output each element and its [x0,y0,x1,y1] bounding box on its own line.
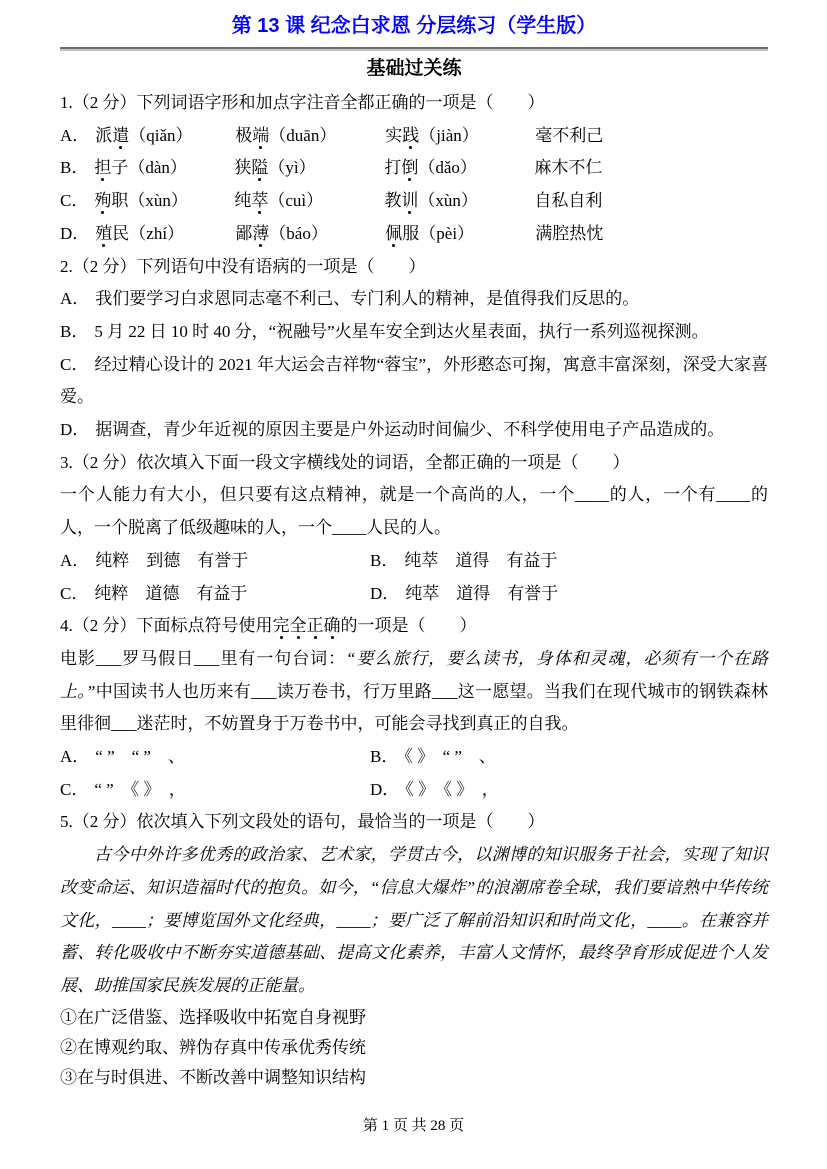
option-text: “ ” 《 》 ， [94,779,186,799]
option-label: C． [60,191,89,211]
q3-options-row-1 [60,545,768,578]
option-text: 纯粹 到德 有誉于 [95,550,249,570]
q4-options-row-1 [60,741,768,774]
option-item: 派遣（qiǎn） [95,125,193,145]
q5-choice-2: ②在博观约取、辨伪存真中传承优秀传统 [60,1037,366,1057]
option-item: 佩服（pèi） [385,223,475,243]
option-label: B． [60,158,89,178]
q4-passage [60,643,768,741]
option-label: A． [60,289,90,309]
option-item: 鄙薄（báo） [235,223,328,243]
q4-option-c [60,774,370,807]
q2-option-d [60,414,768,447]
q4-option-a [60,741,370,774]
q3-option-c [60,578,370,611]
option-text: 《 》 “ ” 、 [404,747,496,767]
q3-stem: 3.（2 分）依次填入下面一段文字横线处的词语，全都正确的一项是（ ） [60,452,630,472]
option-label: A． [60,747,90,767]
question-5 [60,806,768,1092]
option-item: 打倒（dǎo） [384,158,477,178]
q4-passage-quote: “要么旅行，要么读书，身体和灵魂，必须有一个在路上。” [60,648,768,701]
q2-option-c [60,349,768,414]
q5-stem: 5.（2 分）依次填入下列文段处的语句，最恰当的一项是（ ） [60,812,545,832]
option-text: 据调查，青少年近视的原因主要是户外运动时间偏少、不科学使用电子产品造成的。 [95,420,725,440]
option-item: 殖民（zhí） [95,223,185,243]
q4-stem-text: 4.（2 分）下面标点符号使用完全正确的一项是（ ） [60,616,477,636]
q5-choice-3: ③在与时俱进、不断改善中调整知识结构 [60,1067,366,1087]
q1-option-b [60,152,768,185]
option-text: “ ” “ ” 、 [95,747,185,767]
option-label: B． [370,747,399,767]
q3-option-a [60,545,370,578]
option-item: 满腔热忱 [535,223,604,243]
option-item: 狭隘（yì） [234,158,316,178]
q1-stem: 1.（2 分）下列词语字形和加点字注音全都正确的一项是（ ） [60,93,545,112]
option-label: C． [60,779,89,799]
q2-option-b [60,316,768,349]
option-label: A． [60,125,90,145]
option-text: 纯萃 道得 有誉于 [405,583,559,603]
option-label: B． [60,321,89,341]
option-text: 纯萃 道得 有益于 [404,550,558,570]
option-item: 教训（xùn） [384,191,478,211]
question-4 [60,610,768,806]
doc-title: 第 13 课 纪念白求恩 分层练习（学生版） [231,15,597,37]
option-text: 我们要学习白求恩同志毫不利己、专门利人的精神，是值得我们反思的。 [95,289,640,309]
option-item: 极端（duān） [235,125,337,145]
option-item: 麻木不仁 [534,158,603,178]
option-text: 经过精心设计的 2021 年大运会吉祥物“蓉宝”，外形憨态可掬，寓意丰富深刻，深受大家喜爱。 [60,354,769,407]
q3-option-d [370,578,558,611]
q2-stem: 2.（2 分）下列语句中没有语病的一项是（ ） [60,256,426,276]
q4-passage-after: 中国读书人也历来有___读万卷书，行万里路___这一愿望。当我们在现代城市的钢铁森林里徘徊___迷茫时，不妨置身于万卷书中，可能会寻找到真正的自我。 [60,681,768,734]
q5-choice-1: ①在广泛借鉴、选择吸收中拓宽自身视野 [60,1007,366,1027]
q5-passage: 古今中外许多优秀的政治家、艺术家，学贯古今，以渊博的知识服务于社会，实现了知识改变命运、知识造福时代的抱负。如今，“信息大爆炸”的浪潮席卷全球，我们要谙熟中华传统文化，____；要博览国外文化经典，____；要广泛了解前沿知识和时尚文化，____。在兼容并蓄、转化吸收中不断夯实道德基础、提高文化素养，丰富人文情怀，最终孕育形成促进个人发展、助推国家民族发展的正能量。 [60,845,768,995]
option-label: D． [370,583,400,603]
option-item: 自私自利 [534,191,603,211]
q4-options-row-2 [60,774,768,807]
section-title: 基础过关练 [366,58,462,79]
option-label: D． [60,420,90,440]
option-item: 殉职（xùn） [94,191,188,211]
option-label: A． [60,550,90,570]
q4-stem [60,610,768,643]
option-item: 纯萃（cuì） [234,191,324,211]
option-text: 《 》 《 》 ， [405,779,499,799]
page-footer: 第 1 页 共 28 页 [362,1118,465,1134]
q4-option-b [370,741,496,774]
q4-option-d [370,774,499,807]
q3-passage: 一个人能力有大小，但只要有这点精神，就是一个高尚的人，一个____的人，一个有____的人，一个脱离了低级趣味的人，一个____人民的人。 [60,485,768,538]
q1-option-d [60,218,768,251]
q1-option-c [60,185,768,218]
option-item: 毫不利己 [535,125,604,145]
q2-option-a [60,283,768,316]
option-text: 5 月 22 日 10 时 40 分，“祝融号”火星车安全到达火星表面，执行一系列巡视探测。 [94,321,709,341]
option-label: B． [370,550,399,570]
option-text: 纯粹 道德 有益于 [94,583,248,603]
question-3 [60,447,768,611]
option-item: 实践（jiàn） [385,125,479,145]
option-label: D． [60,223,90,243]
option-label: D． [370,779,400,799]
option-label: C． [60,583,89,603]
q3-options-row-2 [60,578,768,611]
option-item: 担子（dàn） [94,158,187,178]
q1-option-a [60,120,768,153]
question-2 [60,251,768,447]
q4-passage-before: 电影___罗马假日___里有一句台词： [60,648,347,668]
option-label: C． [60,354,89,374]
q5-numbered-choices [60,1003,768,1093]
question-1 [60,87,768,251]
q3-option-b [370,545,557,578]
